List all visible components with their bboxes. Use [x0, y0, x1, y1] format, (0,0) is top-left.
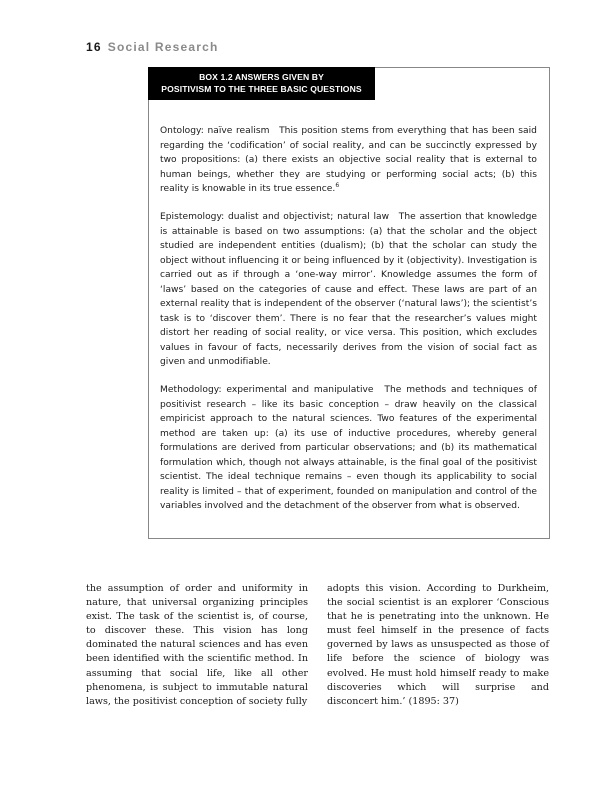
section-title: Social Research [107, 40, 219, 54]
body-left-column: the assumption of order and uniformity in nature, that universal organizing principles exist. The task of the scientist is, of course, to discover these. This vision has long dominated the natural sciences and has even been identified with the scientific method. In assuming that social life, like all other phenomena, is subject to immutable natural laws, the positivist conception of society fully [86, 583, 308, 707]
page-number: 16 [86, 40, 102, 54]
ontology-paragraph [160, 124, 537, 197]
box-title-line-1: BOX 1.2 ANSWERS GIVEN BY [199, 72, 324, 82]
epistemology-text: The assertion that knowledge is attainable is based on two assumptions: (a) that the scholar and the object studied are independent entities (dualism); (b) that the scholar can study the object without influencing it or being influenced by it (objectivity). Investigation is carried out as if through a ‘one-way mirror’. Knowledge assumes the form of ‘laws’ based on the categories of cause and effect. These laws are part of an external reality that is independent of the observer (‘natural laws’); the scientist’s task is to ‘discover them’. There is no fear that the researcher’s values might distort her reading of social reality, or vice versa. This position, which excludes values in favour of facts, necessarily derives from the vision of social fact as given and unmodifiable. [160, 212, 537, 368]
running-head [86, 40, 218, 54]
epistemology-paragraph [160, 210, 537, 370]
ontology-term: Ontology: naïve realism [160, 126, 270, 136]
methodology-text: The methods and techniques of positivist research – like its basic conception – draw heavily on the classical empiricist approach to the natural sciences. Two features of the experimental method are taken up: (a) its use of inductive procedures, whereby general formulations are derived from particular observations; and (b) its mathematical formulation which, though not always attainable, is the final goal of the positivist scientist. The ideal technique remains – even though its applicability to social reality is limited – that of experiment, founded on manipulation and control of the variables involved and the detachment of the observer from what is observed. [160, 385, 537, 512]
ontology-note-ref: 6 [335, 182, 340, 190]
body-right-column: adopts this vision. According to Durkheim, the social scientist is an explorer ‘Conscious that he is penetrating into the unknown. He must feel himself in the presence of facts governed by laws as unsuspected as those of life before the science of biology was evolved. He must hold himself ready to make discoveries which will surprise and disconcert him.’ (1895: 37) [327, 583, 549, 707]
box-title [148, 67, 375, 100]
box-title-line-2: POSITIVISM TO THE THREE BASIC QUESTIONS [161, 84, 362, 94]
methodology-term: Methodology: experimental and manipulative [160, 385, 374, 395]
methodology-paragraph [160, 383, 537, 514]
epistemology-term: Epistemology: dualist and objectivist; natural law [160, 212, 390, 222]
ontology-text: This position stems from everything that has been said regarding the ‘codification’ of social reality, and can be succinctly expressed by two propositions: (a) there exists an objective social reality that is external to human beings, whether they are studying or performing social acts; (b) this reality is knowable in its true essence. [160, 126, 537, 195]
